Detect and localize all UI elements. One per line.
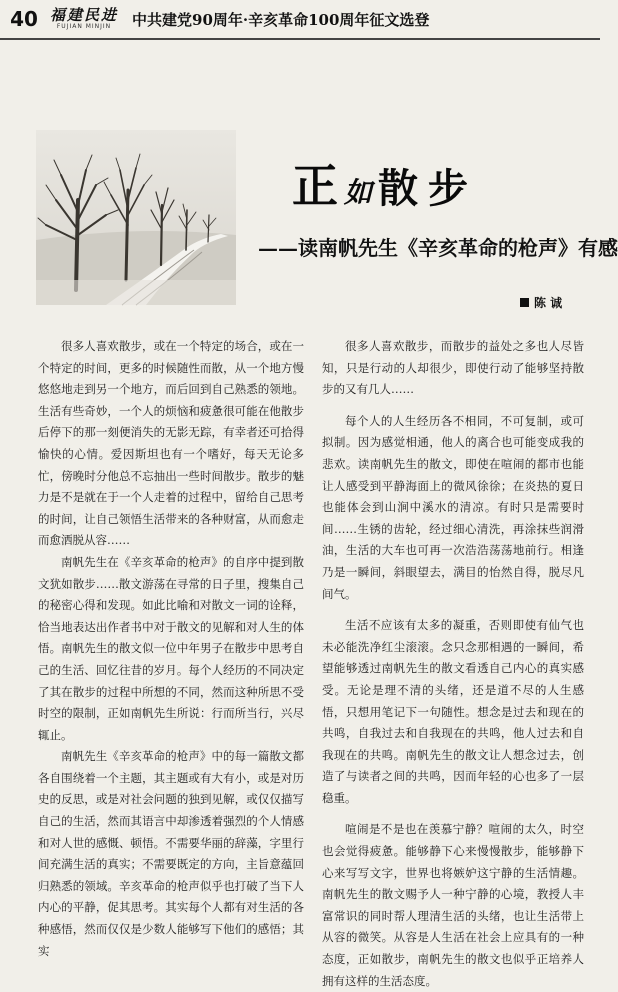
paragraph: 很多人喜欢散步，或在一个特定的场合，或在一个特定的时间，更多的时候随性而散，从一个地方慢悠悠地走到另一个地方，而后回到自己熟悉的领地。生活有些奇妙，一个人的烦恼和疲惫很可能在他散步后停下的那一刻便消失的无影无踪，有幸者还可拾得愉快的心情。爱因斯坦也有一个嗜好，每天无论多忙，傍晚时分他总不忘抽出一些时间散步。散步的魅力是不是就在于一个人走着的过程中，留给自己思考的时间，让自己领悟生活带来的各种财富，从而愈走而愈洒脱从容…… [38, 339, 304, 548]
paragraph: 很多人喜欢散步，而散步的益处之多也人尽皆知，只是行动的人却很少，即使行动了能够坚持散步的又有几人…… [322, 339, 584, 397]
magazine-name: 福建民进 [50, 6, 119, 24]
body-column-left [38, 336, 304, 958]
magazine-logo [50, 8, 118, 30]
paragraph: 南帆先生《辛亥革命的枪声》中的每一篇散文都各自围绕着一个主题，其主题或有大有小，或是对历史的反思，或是对社会问题的独到见解，或仅仅描写自己的生活，然而其语言中却渗透着强烈的个人情感和对人世的感慨、顿悟。不需要华丽的辞藻，字里行间充满生活的真实；不需要既定的方向，主旨意蕴回归熟悉的领域。辛亥革命的枪声似乎也打破了当下人内心的平静，促其思考。其实每个人都有对生活的各种感悟，然而仅仅是少数人能够写下他们的感悟；其实 [38, 749, 304, 958]
paragraph: 喧闹是不是也在羡慕宁静？喧闹的太久，时空也会觉得疲惫。能够静下心来慢慢散步，能够静下心来写写文字，世界也将嫉妒这宁静的生活情趣。南帆先生的散文赐予人一种宁静的心境，教授人丰富常识的同时帮人理清生活的头绪，也让生活带上从容的微笑。从容是人生活在社会上应具有的一种态度，正如散步，南帆先生的散文也似乎正培养人拥有这样的生活态度。 [322, 822, 584, 988]
paragraph: 生活不应该有太多的凝重，否则即使有仙气也未必能洗净红尘滚滚。念只念那相遇的一瞬间，希望能够透过南帆先生的散文看透自己内心的真实感受。无论是理不清的头绪，还是道不尽的人生感悟，只想用笔记下一句随性。想念是过去和现在的共鸣，自我过去和自我现在的共鸣，他人过去和自我现在的共鸣。南帆先生的散文让人想念过去，创造了与读者之间的共鸣，因而年轻的心也多了一层稳重。 [322, 618, 584, 805]
body-column-right [322, 336, 584, 988]
article-subtitle: ——读南帆先生《辛亥革命的枪声》有感 [258, 236, 618, 260]
winter-road-illustration [36, 130, 236, 305]
header-divider [0, 38, 600, 40]
byline-square-icon [520, 298, 529, 307]
title-char-3: 散步 [378, 165, 479, 212]
page-number: 40 [10, 7, 38, 31]
paragraph: 南帆先生在《辛亥革命的枪声》的自序中提到散文犹如散步……散文游荡在寻常的日子里，搜集自己的秘密心得和发现。如此比喻和对散文一词的诠释，恰当地表达出作者书中对于散文的见解和对人生的体悟。南帆先生的散文似一位中年男子在散步中思考自己的生活、回忆往昔的岁月。每个人经历的不同决定了其在散步的过程中所想的不同，然而这种所思不受时空的限制，正如南帆先生所说：行而所当行，兴尽辄止。 [38, 554, 304, 742]
author-byline [520, 294, 562, 311]
series-title: 中共建党90周年·辛亥革命100周年征文选登 [132, 10, 430, 29]
author-name: 陈 诚 [534, 296, 563, 310]
magazine-roman: FUJIAN MINJIN [56, 23, 112, 30]
paragraph: 每个人的人生经历各不相同，不可复制，或可拟制。因为感觉相通，他人的离合也可能变成我的悲欢。读南帆先生的散文，即使在喧闹的都市也能让人感受到平静海面上的微风徐徐；在炎热的夏日也能体会到山涧中溪水的清凉。有时只是需要时间……生锈的齿轮，经过细心清洗，再涂抹些润滑油，生活的大车也可再一次浩浩荡荡地前行。相逢乃是一瞬间，斜眼望去，满目的怡然自得，脱尽凡间气。 [322, 413, 584, 601]
title-char-1: 正 [292, 159, 338, 213]
article-title [292, 150, 478, 216]
title-char-2: 如 [344, 176, 373, 209]
page-header [0, 0, 600, 38]
